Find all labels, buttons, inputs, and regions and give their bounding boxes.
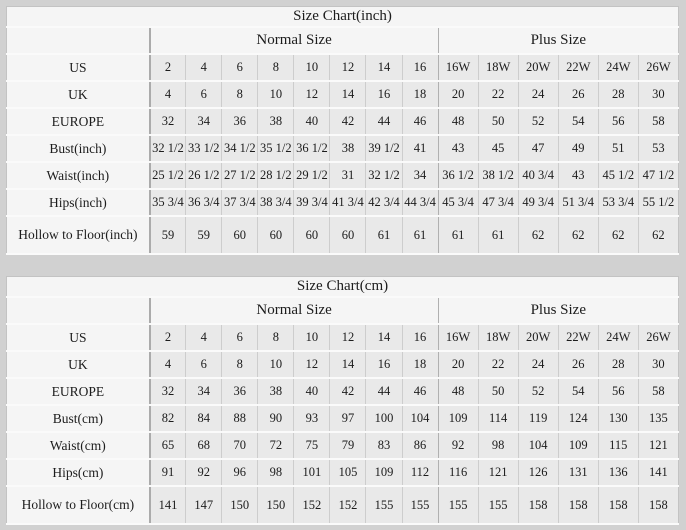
size-cell: 155 — [438, 486, 478, 524]
size-cell: 46 — [402, 108, 438, 135]
size-cell: 53 — [638, 135, 678, 162]
row-label: Hips(cm) — [7, 459, 150, 486]
size-cell: 46 — [402, 378, 438, 405]
size-cell: 34 — [186, 108, 222, 135]
size-cell: 45 3/4 — [438, 189, 478, 216]
size-cell: 22W — [558, 54, 598, 81]
size-cell: 28 — [598, 351, 638, 378]
size-cell: 35 3/4 — [150, 189, 186, 216]
size-cell: 16 — [366, 351, 402, 378]
table-row — [7, 135, 679, 162]
size-cell: 4 — [186, 324, 222, 351]
size-cell: 34 — [186, 378, 222, 405]
size-cell: 58 — [638, 108, 678, 135]
size-cell: 50 — [478, 378, 518, 405]
column-group-header-normal: Normal Size — [150, 297, 438, 324]
size-cell: 20W — [518, 324, 558, 351]
size-cell: 150 — [222, 486, 258, 524]
size-cell: 26 1/2 — [186, 162, 222, 189]
size-cell: 91 — [150, 459, 186, 486]
size-cell: 44 — [366, 108, 402, 135]
size-cell: 49 — [558, 135, 598, 162]
size-cell: 39 1/2 — [366, 135, 402, 162]
size-cell: 25 1/2 — [150, 162, 186, 189]
size-cell: 18W — [478, 324, 518, 351]
size-cell: 121 — [478, 459, 518, 486]
size-cell: 72 — [258, 432, 294, 459]
size-cell: 104 — [402, 405, 438, 432]
size-cell: 33 1/2 — [186, 135, 222, 162]
size-cell: 32 — [150, 378, 186, 405]
row-label: EUROPE — [7, 378, 150, 405]
size-cell: 62 — [598, 216, 638, 254]
size-cell: 14 — [330, 81, 366, 108]
table-row — [7, 54, 679, 81]
size-cell: 12 — [330, 54, 366, 81]
size-cell: 82 — [150, 405, 186, 432]
size-cell: 20 — [438, 81, 478, 108]
size-cell: 158 — [638, 486, 678, 524]
size-cell: 40 3/4 — [518, 162, 558, 189]
table-row — [7, 216, 679, 254]
size-cell: 26W — [638, 324, 678, 351]
size-cell: 135 — [638, 405, 678, 432]
size-cell: 56 — [598, 378, 638, 405]
size-cell: 155 — [402, 486, 438, 524]
size-cell: 98 — [258, 459, 294, 486]
size-cell: 155 — [478, 486, 518, 524]
size-cell: 43 — [438, 135, 478, 162]
table-row — [7, 351, 679, 378]
size-cell: 16 — [402, 324, 438, 351]
size-cell: 126 — [518, 459, 558, 486]
size-cell: 52 — [518, 108, 558, 135]
row-label: EUROPE — [7, 108, 150, 135]
size-cell: 68 — [186, 432, 222, 459]
size-cell: 18W — [478, 54, 518, 81]
size-cell: 65 — [150, 432, 186, 459]
size-cell: 28 — [598, 81, 638, 108]
size-cell: 61 — [478, 216, 518, 254]
row-label: Hips(inch) — [7, 189, 150, 216]
size-cell: 2 — [150, 54, 186, 81]
size-cell: 18 — [402, 81, 438, 108]
size-cell: 10 — [258, 351, 294, 378]
size-cell: 61 — [438, 216, 478, 254]
size-cell: 40 — [294, 108, 330, 135]
chart-title: Size Chart(inch) — [7, 7, 679, 28]
size-cell: 22 — [478, 351, 518, 378]
size-cell: 8 — [258, 324, 294, 351]
size-cell: 114 — [478, 405, 518, 432]
table-row — [7, 108, 679, 135]
size-cell: 104 — [518, 432, 558, 459]
size-cell: 47 3/4 — [478, 189, 518, 216]
size-cell: 16 — [366, 81, 402, 108]
size-cell: 6 — [222, 54, 258, 81]
size-cell: 44 3/4 — [402, 189, 438, 216]
size-cell: 4 — [150, 351, 186, 378]
size-cell: 47 — [518, 135, 558, 162]
size-cell: 43 — [558, 162, 598, 189]
size-cell: 51 3/4 — [558, 189, 598, 216]
table-row — [7, 81, 679, 108]
size-cell: 60 — [222, 216, 258, 254]
size-cell: 42 — [330, 108, 366, 135]
size-cell: 32 1/2 — [150, 135, 186, 162]
size-cell: 152 — [330, 486, 366, 524]
size-cell: 37 3/4 — [222, 189, 258, 216]
size-cell: 44 — [366, 378, 402, 405]
size-cell: 84 — [186, 405, 222, 432]
size-cell: 150 — [258, 486, 294, 524]
row-label: UK — [7, 81, 150, 108]
size-cell: 70 — [222, 432, 258, 459]
size-cell: 34 1/2 — [222, 135, 258, 162]
size-cell: 41 — [402, 135, 438, 162]
size-cell: 32 — [150, 108, 186, 135]
size-cell: 24 — [518, 351, 558, 378]
size-cell: 38 1/2 — [478, 162, 518, 189]
size-cell: 36 1/2 — [294, 135, 330, 162]
size-cell: 105 — [330, 459, 366, 486]
size-cell: 38 3/4 — [258, 189, 294, 216]
size-cell: 50 — [478, 108, 518, 135]
size-cell: 6 — [186, 81, 222, 108]
size-cell: 49 3/4 — [518, 189, 558, 216]
size-cell: 29 1/2 — [294, 162, 330, 189]
size-cell: 40 — [294, 378, 330, 405]
size-cell: 55 1/2 — [638, 189, 678, 216]
size-cell: 155 — [366, 486, 402, 524]
size-cell: 60 — [294, 216, 330, 254]
size-cell: 98 — [478, 432, 518, 459]
size-cell: 116 — [438, 459, 478, 486]
size-cell: 141 — [638, 459, 678, 486]
table-row — [7, 459, 679, 486]
size-cell: 18 — [402, 351, 438, 378]
size-cell: 36 1/2 — [438, 162, 478, 189]
size-cell: 93 — [294, 405, 330, 432]
table-row — [7, 486, 679, 524]
size-cell: 88 — [222, 405, 258, 432]
size-cell: 158 — [518, 486, 558, 524]
size-cell: 62 — [558, 216, 598, 254]
size-cell: 38 — [330, 135, 366, 162]
size-cell: 8 — [222, 81, 258, 108]
size-cell: 10 — [294, 54, 330, 81]
size-cell: 4 — [150, 81, 186, 108]
corner-cell — [7, 27, 150, 54]
size-cell: 36 — [222, 108, 258, 135]
size-cell: 8 — [222, 351, 258, 378]
size-cell: 59 — [150, 216, 186, 254]
size-cell: 79 — [330, 432, 366, 459]
size-cell: 96 — [222, 459, 258, 486]
size-cell: 58 — [638, 378, 678, 405]
size-cell: 14 — [366, 54, 402, 81]
size-cell: 109 — [558, 432, 598, 459]
size-cell: 141 — [150, 486, 186, 524]
size-cell: 31 — [330, 162, 366, 189]
table-row — [7, 324, 679, 351]
size-chart-inch-table — [6, 6, 679, 255]
size-cell: 56 — [598, 108, 638, 135]
size-cell: 147 — [186, 486, 222, 524]
size-cell: 38 — [258, 378, 294, 405]
row-label: US — [7, 54, 150, 81]
size-cell: 8 — [258, 54, 294, 81]
row-label: US — [7, 324, 150, 351]
size-cell: 90 — [258, 405, 294, 432]
row-label: Hollow to Floor(inch) — [7, 216, 150, 254]
size-cell: 52 — [518, 378, 558, 405]
size-cell: 22W — [558, 324, 598, 351]
size-cell: 24W — [598, 324, 638, 351]
size-cell: 54 — [558, 108, 598, 135]
size-cell: 62 — [638, 216, 678, 254]
size-cell: 136 — [598, 459, 638, 486]
size-cell: 112 — [402, 459, 438, 486]
table-row — [7, 432, 679, 459]
size-cell: 158 — [598, 486, 638, 524]
size-cell: 16W — [438, 324, 478, 351]
row-label: Bust(inch) — [7, 135, 150, 162]
row-label: Waist(cm) — [7, 432, 150, 459]
size-cell: 92 — [438, 432, 478, 459]
size-cell: 4 — [186, 54, 222, 81]
size-cell: 24 — [518, 81, 558, 108]
size-cell: 12 — [330, 324, 366, 351]
size-cell: 109 — [366, 459, 402, 486]
size-cell: 97 — [330, 405, 366, 432]
size-cell: 41 3/4 — [330, 189, 366, 216]
row-label: UK — [7, 351, 150, 378]
size-cell: 2 — [150, 324, 186, 351]
size-cell: 119 — [518, 405, 558, 432]
size-cell: 51 — [598, 135, 638, 162]
size-cell: 6 — [186, 351, 222, 378]
size-cell: 30 — [638, 81, 678, 108]
size-cell: 24W — [598, 54, 638, 81]
size-cell: 30 — [638, 351, 678, 378]
size-cell: 32 1/2 — [366, 162, 402, 189]
size-cell: 26 — [558, 81, 598, 108]
size-cell: 26 — [558, 351, 598, 378]
size-cell: 92 — [186, 459, 222, 486]
size-cell: 83 — [366, 432, 402, 459]
table-row — [7, 189, 679, 216]
size-cell: 124 — [558, 405, 598, 432]
size-cell: 62 — [518, 216, 558, 254]
size-cell: 60 — [330, 216, 366, 254]
size-cell: 60 — [258, 216, 294, 254]
size-cell: 53 3/4 — [598, 189, 638, 216]
size-cell: 45 1/2 — [598, 162, 638, 189]
size-cell: 34 — [402, 162, 438, 189]
size-cell: 10 — [258, 81, 294, 108]
size-cell: 42 — [330, 378, 366, 405]
size-cell: 20 — [438, 351, 478, 378]
size-cell: 16W — [438, 54, 478, 81]
size-cell: 86 — [402, 432, 438, 459]
size-cell: 16 — [402, 54, 438, 81]
size-cell: 54 — [558, 378, 598, 405]
size-cell: 36 3/4 — [186, 189, 222, 216]
size-cell: 115 — [598, 432, 638, 459]
size-cell: 130 — [598, 405, 638, 432]
size-cell: 26W — [638, 54, 678, 81]
size-cell: 100 — [366, 405, 402, 432]
size-cell: 22 — [478, 81, 518, 108]
size-cell: 14 — [366, 324, 402, 351]
row-label: Hollow to Floor(cm) — [7, 486, 150, 524]
column-group-header-plus: Plus Size — [438, 27, 678, 54]
size-cell: 101 — [294, 459, 330, 486]
column-group-header-plus: Plus Size — [438, 297, 678, 324]
table-row — [7, 405, 679, 432]
size-cell: 131 — [558, 459, 598, 486]
size-cell: 36 — [222, 378, 258, 405]
size-cell: 121 — [638, 432, 678, 459]
size-cell: 61 — [366, 216, 402, 254]
size-cell: 28 1/2 — [258, 162, 294, 189]
size-chart-cm-table — [6, 276, 679, 525]
row-label: Waist(inch) — [7, 162, 150, 189]
size-cell: 42 3/4 — [366, 189, 402, 216]
size-cell: 48 — [438, 378, 478, 405]
size-cell: 35 1/2 — [258, 135, 294, 162]
size-cell: 10 — [294, 324, 330, 351]
row-label: Bust(cm) — [7, 405, 150, 432]
size-cell: 6 — [222, 324, 258, 351]
table-row — [7, 378, 679, 405]
size-cell: 38 — [258, 108, 294, 135]
size-cell: 48 — [438, 108, 478, 135]
size-cell: 61 — [402, 216, 438, 254]
size-cell: 59 — [186, 216, 222, 254]
size-cell: 109 — [438, 405, 478, 432]
size-cell: 152 — [294, 486, 330, 524]
size-cell: 158 — [558, 486, 598, 524]
column-group-header-normal: Normal Size — [150, 27, 438, 54]
size-cell: 39 3/4 — [294, 189, 330, 216]
size-cell: 12 — [294, 351, 330, 378]
table-row — [7, 162, 679, 189]
chart-title: Size Chart(cm) — [7, 277, 679, 298]
size-cell: 45 — [478, 135, 518, 162]
size-cell: 75 — [294, 432, 330, 459]
size-cell: 14 — [330, 351, 366, 378]
size-cell: 20W — [518, 54, 558, 81]
size-cell: 47 1/2 — [638, 162, 678, 189]
corner-cell — [7, 297, 150, 324]
size-cell: 12 — [294, 81, 330, 108]
size-cell: 27 1/2 — [222, 162, 258, 189]
